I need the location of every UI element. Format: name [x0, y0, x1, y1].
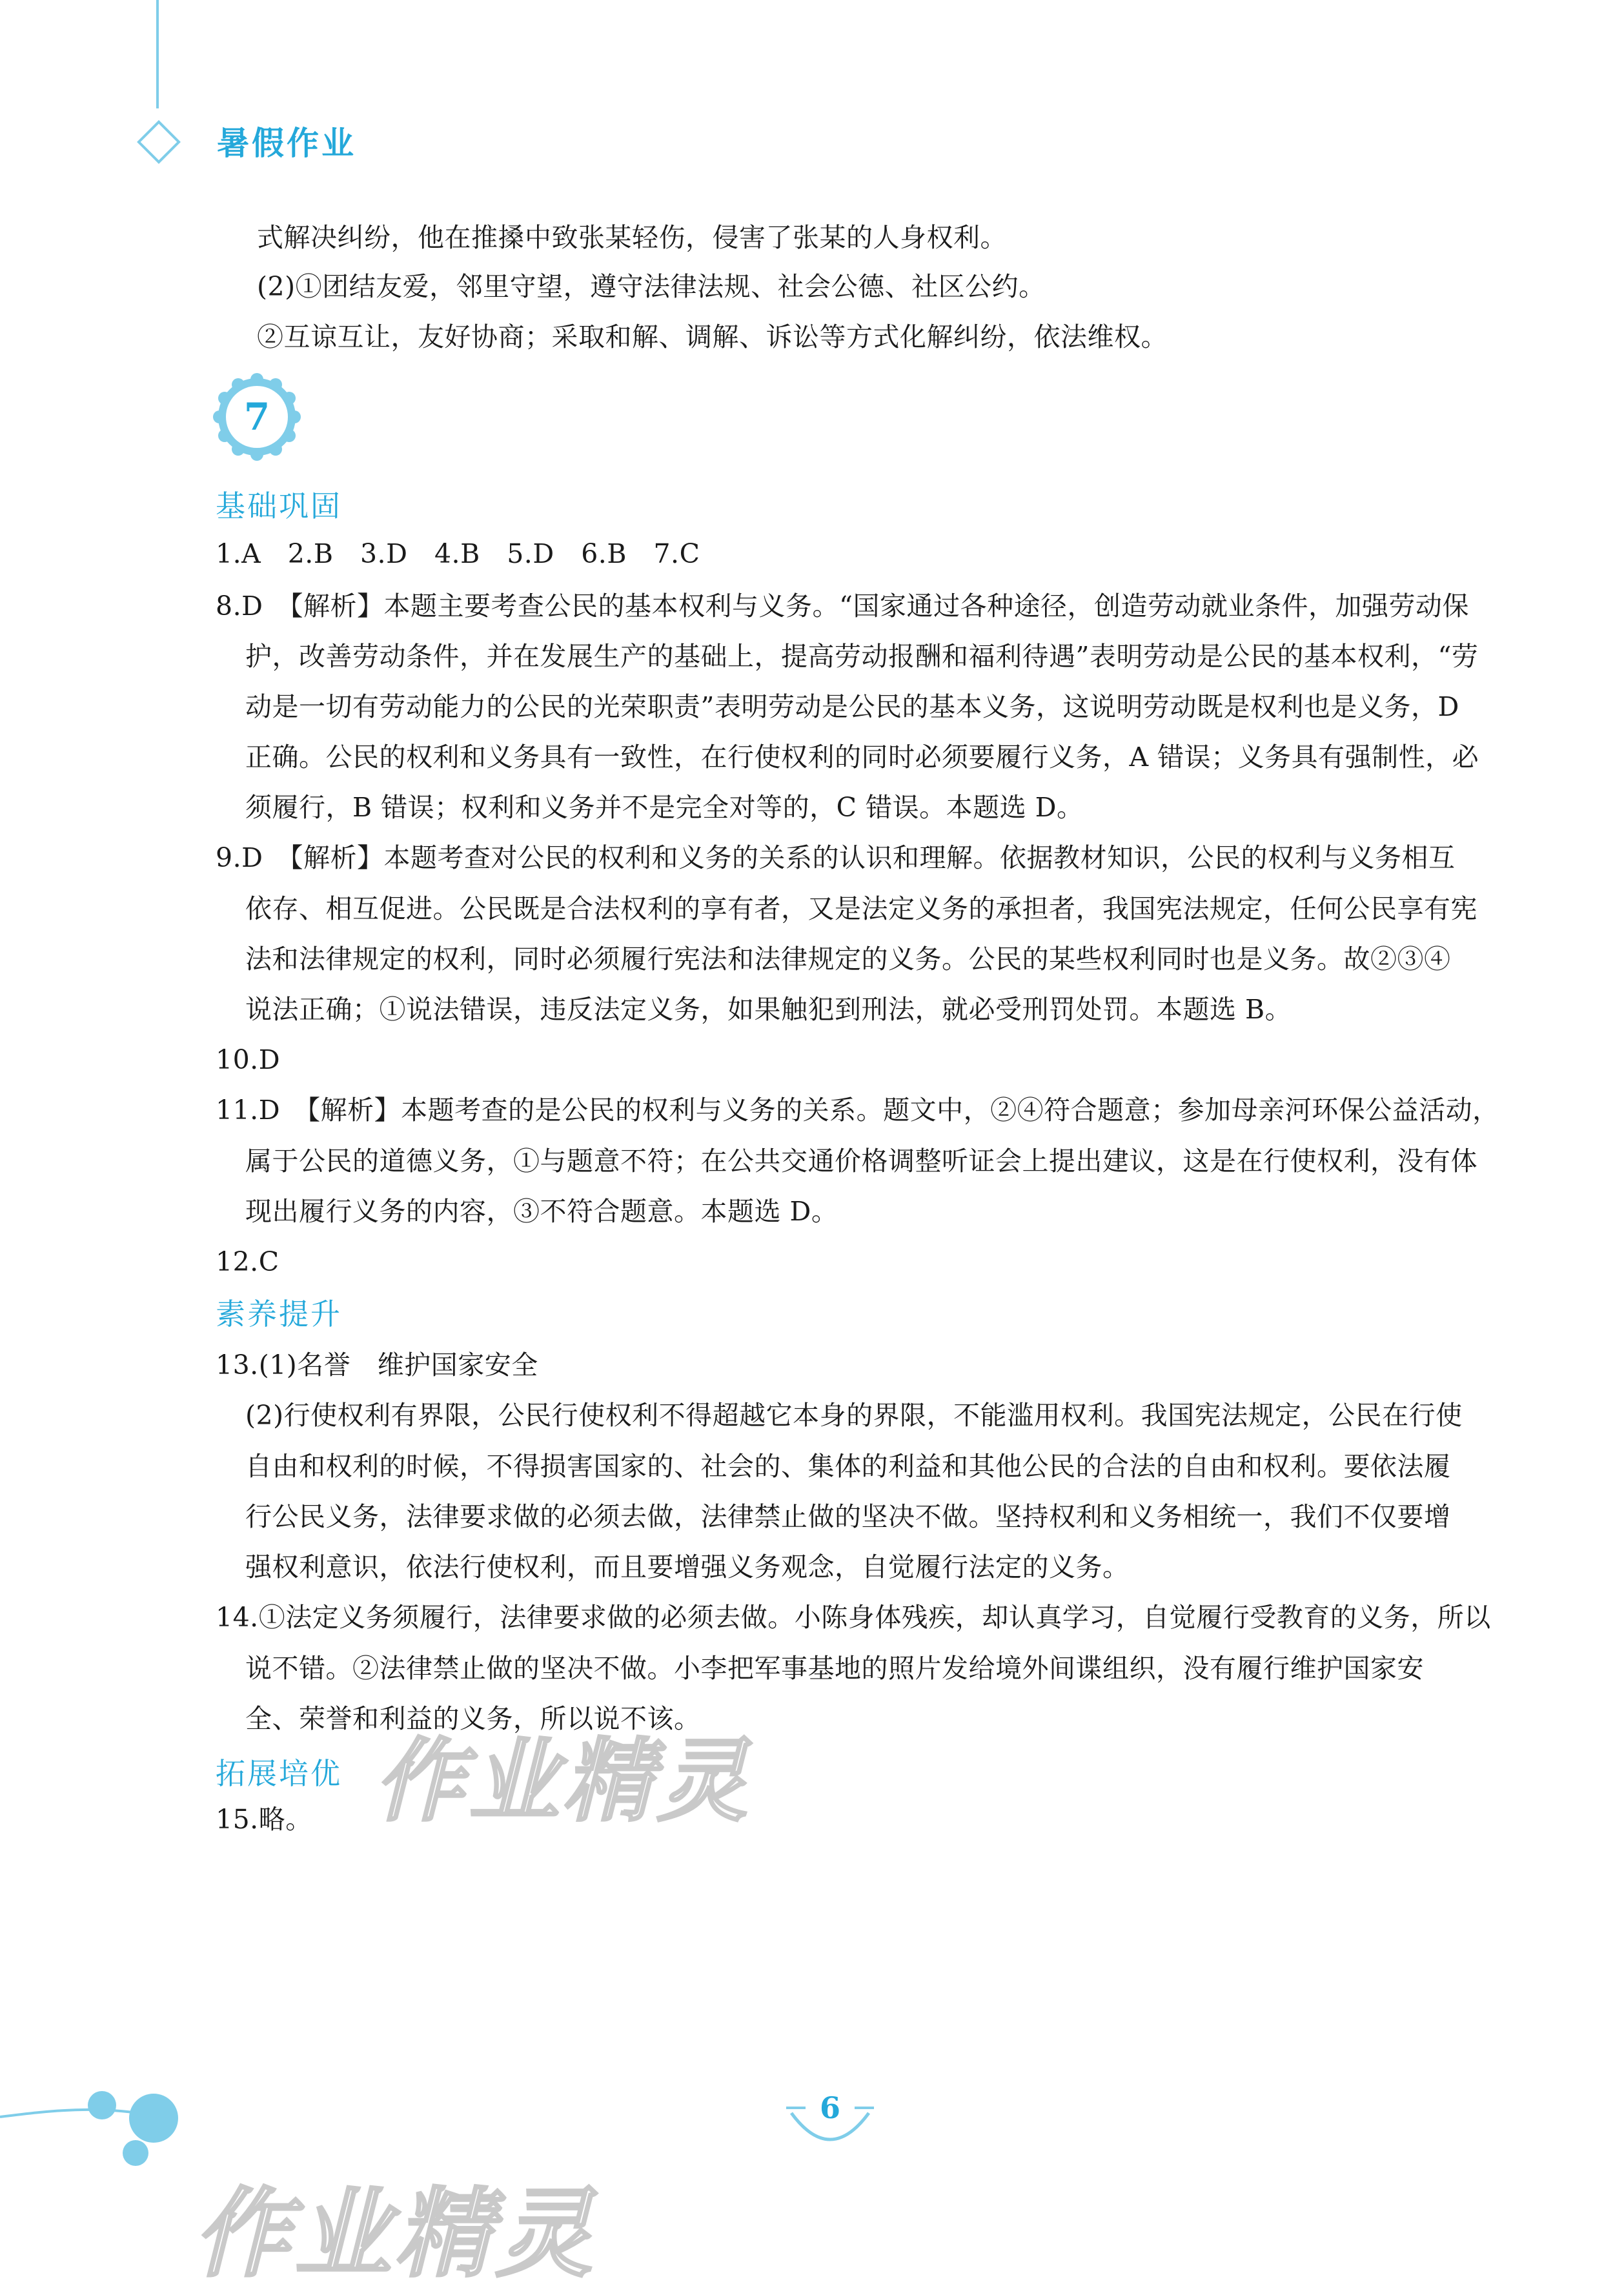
- unit-badge: [213, 373, 301, 461]
- answer-line: 全、荣誉和利益的义务，所以说不该。: [245, 1703, 701, 1734]
- page-number: 6: [819, 2090, 840, 2125]
- intro-line: ②互谅互让，友好协商；采取和解、调解、诉讼等方式化解纠纷，依法维权。: [257, 321, 1168, 352]
- answer-line: 行公民义务，法律要求做的必须去做，法律禁止做的坚决不做。坚持权利和义务相统一，我们不仅要增: [245, 1501, 1451, 1532]
- answer-line: 14.①法定义务须履行，法律要求做的必须去做。小陈身体残疾，却认真学习，自觉履行受教育的义务，所以: [216, 1602, 1491, 1633]
- answer-line: 11.D 【解析】本题考查的是公民的权利与义务的关系。题文中，②④符合题意；参加母亲河环保公益活动，: [216, 1095, 1499, 1126]
- answer-line: 现出履行义务的内容，③不符合题意。本题选 D。: [245, 1196, 838, 1227]
- answer-line: 9.D 【解析】本题考查对公民的权利和义务的关系的认识和理解。依据教材知识，公民的权利与义务相互: [216, 842, 1456, 873]
- watermark-mid: 作业精灵: [374, 1729, 752, 1834]
- answer-line: 10.D: [216, 1044, 281, 1075]
- answer-line: 须履行，B 错误；权利和义务并不是完全对等的，C 错误。本题选 D。: [245, 792, 1084, 823]
- unit-number: 7: [243, 395, 270, 439]
- page-number-badge: [772, 2082, 888, 2147]
- answer-line: 强权利意识，依法行使权利，而且要增强义务观念，自觉履行法定的义务。: [245, 1552, 1130, 1582]
- section-title-extension: 拓展培优: [216, 1756, 342, 1791]
- answer-line: 依存、相互促进。公民既是合法权利的享有者，又是法定义务的承担者，我国宪法规定，任何公民享有宪: [245, 893, 1477, 924]
- answer-line: 8.D 【解析】本题主要考查公民的基本权利与义务。“国家通过各种途径，创造劳动就业条件，加强劳动保: [216, 591, 1469, 622]
- header-diamond-icon: [137, 120, 181, 164]
- answer-line: (2)行使权利有界限，公民行使权利不得超越它本身的界限，不能滥用权利。我国宪法规定，公民在行使: [245, 1400, 1463, 1431]
- header-title: 暑假作业: [217, 125, 356, 162]
- footer-bubbles-icon: [0, 2091, 194, 2175]
- answer-line: 动是一切有劳动能力的公民的光荣职责”表明劳动是公民的基本义务，这说明劳动既是权利也是义务，D: [245, 691, 1459, 722]
- answer-line: 1.A 2.B 3.D 4.B 5.D 6.B 7.C: [216, 538, 700, 569]
- section-title-literacy: 素养提升: [216, 1297, 342, 1331]
- answer-line: 说法正确；①说法错误，违反法定义务，如果触犯到刑法，就必受刑罚处罚。本题选 B。: [245, 994, 1292, 1025]
- answer-line: 自由和权利的时候，不得损害国家的、社会的、集体的利益和其他公民的合法的自由和权利。要依法履: [245, 1451, 1451, 1482]
- intro-line: (2)①团结友爱，邻里守望，遵守法律法规、社会公德、社区公约。: [257, 271, 1046, 302]
- answer-line: 法和法律规定的权利，同时必须履行宪法和法律规定的义务。公民的某些权利同时也是义务。故②③④: [245, 944, 1451, 975]
- answer-line: 正确。公民的权利和义务具有一致性，在行使权利的同时必须要履行义务，A 错误；义务具有强制性，必: [245, 742, 1479, 773]
- answer-line: 护，改善劳动条件，并在发展生产的基础上，提高劳动报酬和福利待遇”表明劳动是公民的基本权利，“劳: [245, 641, 1479, 672]
- answer-line: 属于公民的道德义务，①与题意不符；在公共交通价格调整听证会上提出建议，这是在行使权利，没有体: [245, 1146, 1477, 1177]
- intro-line: 式解决纠纷，他在推搡中致张某轻伤，侵害了张某的人身权利。: [257, 222, 1007, 253]
- answer-line: 13.(1)名誉 维护国家安全: [216, 1350, 538, 1380]
- answer-line: 说不错。②法律禁止做的坚决不做。小李把军事基地的照片发给境外间谍组织，没有履行维护国家安: [245, 1653, 1424, 1684]
- answer-line: 12.C: [216, 1246, 279, 1277]
- watermark-footer: 作业精灵: [194, 2178, 597, 2290]
- header-vertical-line: [156, 0, 159, 108]
- section-title-basic: 基础巩固: [216, 489, 342, 523]
- answer-line: 15.略。: [216, 1804, 312, 1835]
